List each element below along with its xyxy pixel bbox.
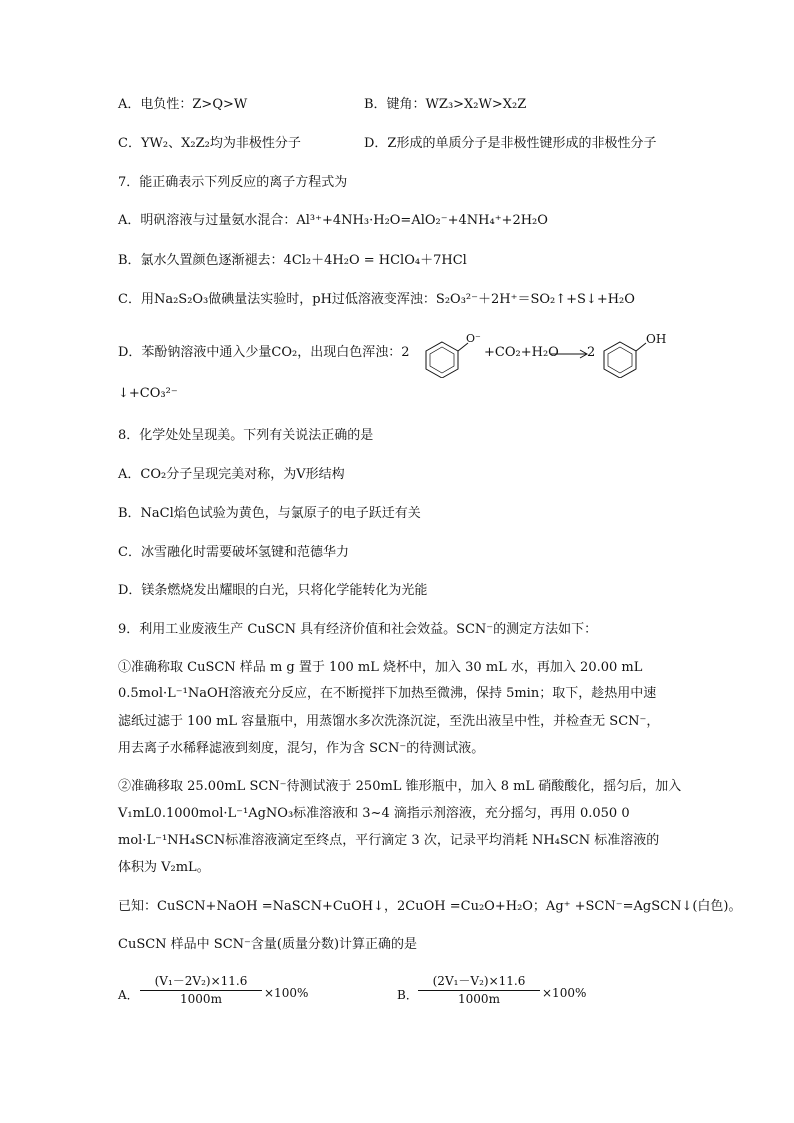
- q7-option-c: C．用Na₂S₂O₃做碘量法实验时，pH过低溶液变浑浊：S₂O₃²⁻＋2H⁺＝SO₂↑+S↓+H₂O: [118, 292, 635, 307]
- phenol-oh-label: OH: [646, 332, 667, 346]
- reaction-arrow-icon: [550, 348, 590, 360]
- q9-option-b-numerator: (2V₁－V₂)×11.6: [418, 972, 540, 991]
- q6-option-d: D．Z形成的单质分子是非极性键形成的非极性分子: [364, 136, 657, 151]
- q9-option-a-numerator: (V₁－2V₂)×11.6: [140, 972, 262, 991]
- q7-option-d-coef2: 2: [587, 345, 596, 360]
- q9-step1-line1: ①准确称取 CuSCN 样品 m g 置于 100 mL 烧杯中，加入 30 mL 水，再加入 20.00 mL: [118, 660, 643, 675]
- q9-stem: 9．利用工业废液生产 CuSCN 具有经济价值和社会效益。SCN⁻的测定方法如下：: [118, 622, 598, 637]
- q8-option-a: A．CO₂分子呈现完美对称，为V形结构: [118, 467, 345, 482]
- q9-step2-line3: mol·L⁻¹NH₄SCN标准溶液滴定至终点，平行滴定 3 次，记录平均消耗 NH₄SCN 标准溶液的: [118, 833, 660, 848]
- q9-option-a-label: A．: [118, 988, 139, 1002]
- q9-option-b-tail: ×100%: [542, 986, 587, 1000]
- q7-option-d-reactants: +CO₂+H₂O: [484, 345, 559, 360]
- q9-option-a-fraction: [140, 972, 262, 1006]
- q6-option-b: B．键角：WZ₃>X₂W>X₂Z: [364, 97, 527, 112]
- q8-stem: 8．化学处处呈现美。下列有关说法正确的是: [118, 428, 374, 443]
- q8-option-b: B．NaCl焰色试验为黄色，与氯原子的电子跃迁有关: [118, 506, 421, 521]
- q9-step1-line2: 0.5mol·L⁻¹NaOH溶液充分反应，在不断搅拌下加热至微沸，保持 5min；取下，趁热用中速: [118, 686, 657, 701]
- q6-option-a: A．电负性：Z>Q>W: [118, 97, 248, 112]
- phenoxide-o-label: O⁻: [466, 332, 481, 345]
- q9-step2-line1: ②准确移取 25.00mL SCN⁻待测试液于 250mL 锥形瓶中，加入 8 mL 硝酸酸化，摇匀后，加入: [118, 779, 682, 794]
- q9-step1-line4: 用去离子水稀释滤液到刻度，混匀，作为含 SCN⁻的待测试液。: [118, 741, 485, 756]
- q7-option-b: B．氯水久置颜色逐渐褪去：4Cl₂＋4H₂O = HClO₄＋7HCl: [118, 253, 467, 268]
- q7-option-a: A．明矾溶液与过量氨水混合：Al³⁺+4NH₃·H₂O=AlO₂⁻+4NH₄⁺+2H₂O: [118, 213, 548, 228]
- q9-option-b-fraction: [418, 972, 540, 1006]
- q8-option-d: D．镁条燃烧发出耀眼的白光，只将化学能转化为光能: [118, 583, 428, 598]
- q9-option-b-label: B．: [397, 988, 418, 1002]
- q9-known: 已知：CuSCN+NaOH =NaSCN+CuOH↓，2CuOH =Cu₂O+H₂O；Ag⁺ +SCN⁻=AgSCN↓(白色)。: [118, 899, 742, 914]
- q9-step2-line2: V₁mL0.1000mol·L⁻¹AgNO₃标准溶液和 3~4 滴指示剂溶液，充分摇匀，再用 0.050 0: [118, 806, 630, 821]
- q7-option-d-tail: ↓+CO₃²⁻: [118, 386, 178, 401]
- q9-option-a-tail: ×100%: [264, 986, 309, 1000]
- q9-step1-line3: 滤纸过滤于 100 mL 容量瓶中，用蒸馏水多次洗涤沉淀，至洗出液呈中性，并检查无 SCN⁻，: [118, 714, 660, 729]
- q7-option-d-prefix: D．苯酚钠溶液中通入少量CO₂，出现白色浑浊：2: [118, 345, 410, 360]
- q8-option-c: C．冰雪融化时需要破坏氢键和范德华力: [118, 545, 349, 560]
- q9-step2-line4: 体积为 V₂mL。: [118, 860, 210, 875]
- q6-option-c: C．YW₂、X₂Z₂均为非极性分子: [118, 136, 301, 151]
- q9-option-a-denominator: 1000m: [180, 992, 222, 1006]
- q9-option-b-denominator: 1000m: [458, 992, 500, 1006]
- q7-stem: 7．能正确表示下列反应的离子方程式为: [118, 175, 348, 190]
- q9-question: CuSCN 样品中 SCN⁻含量(质量分数)计算正确的是: [118, 937, 418, 952]
